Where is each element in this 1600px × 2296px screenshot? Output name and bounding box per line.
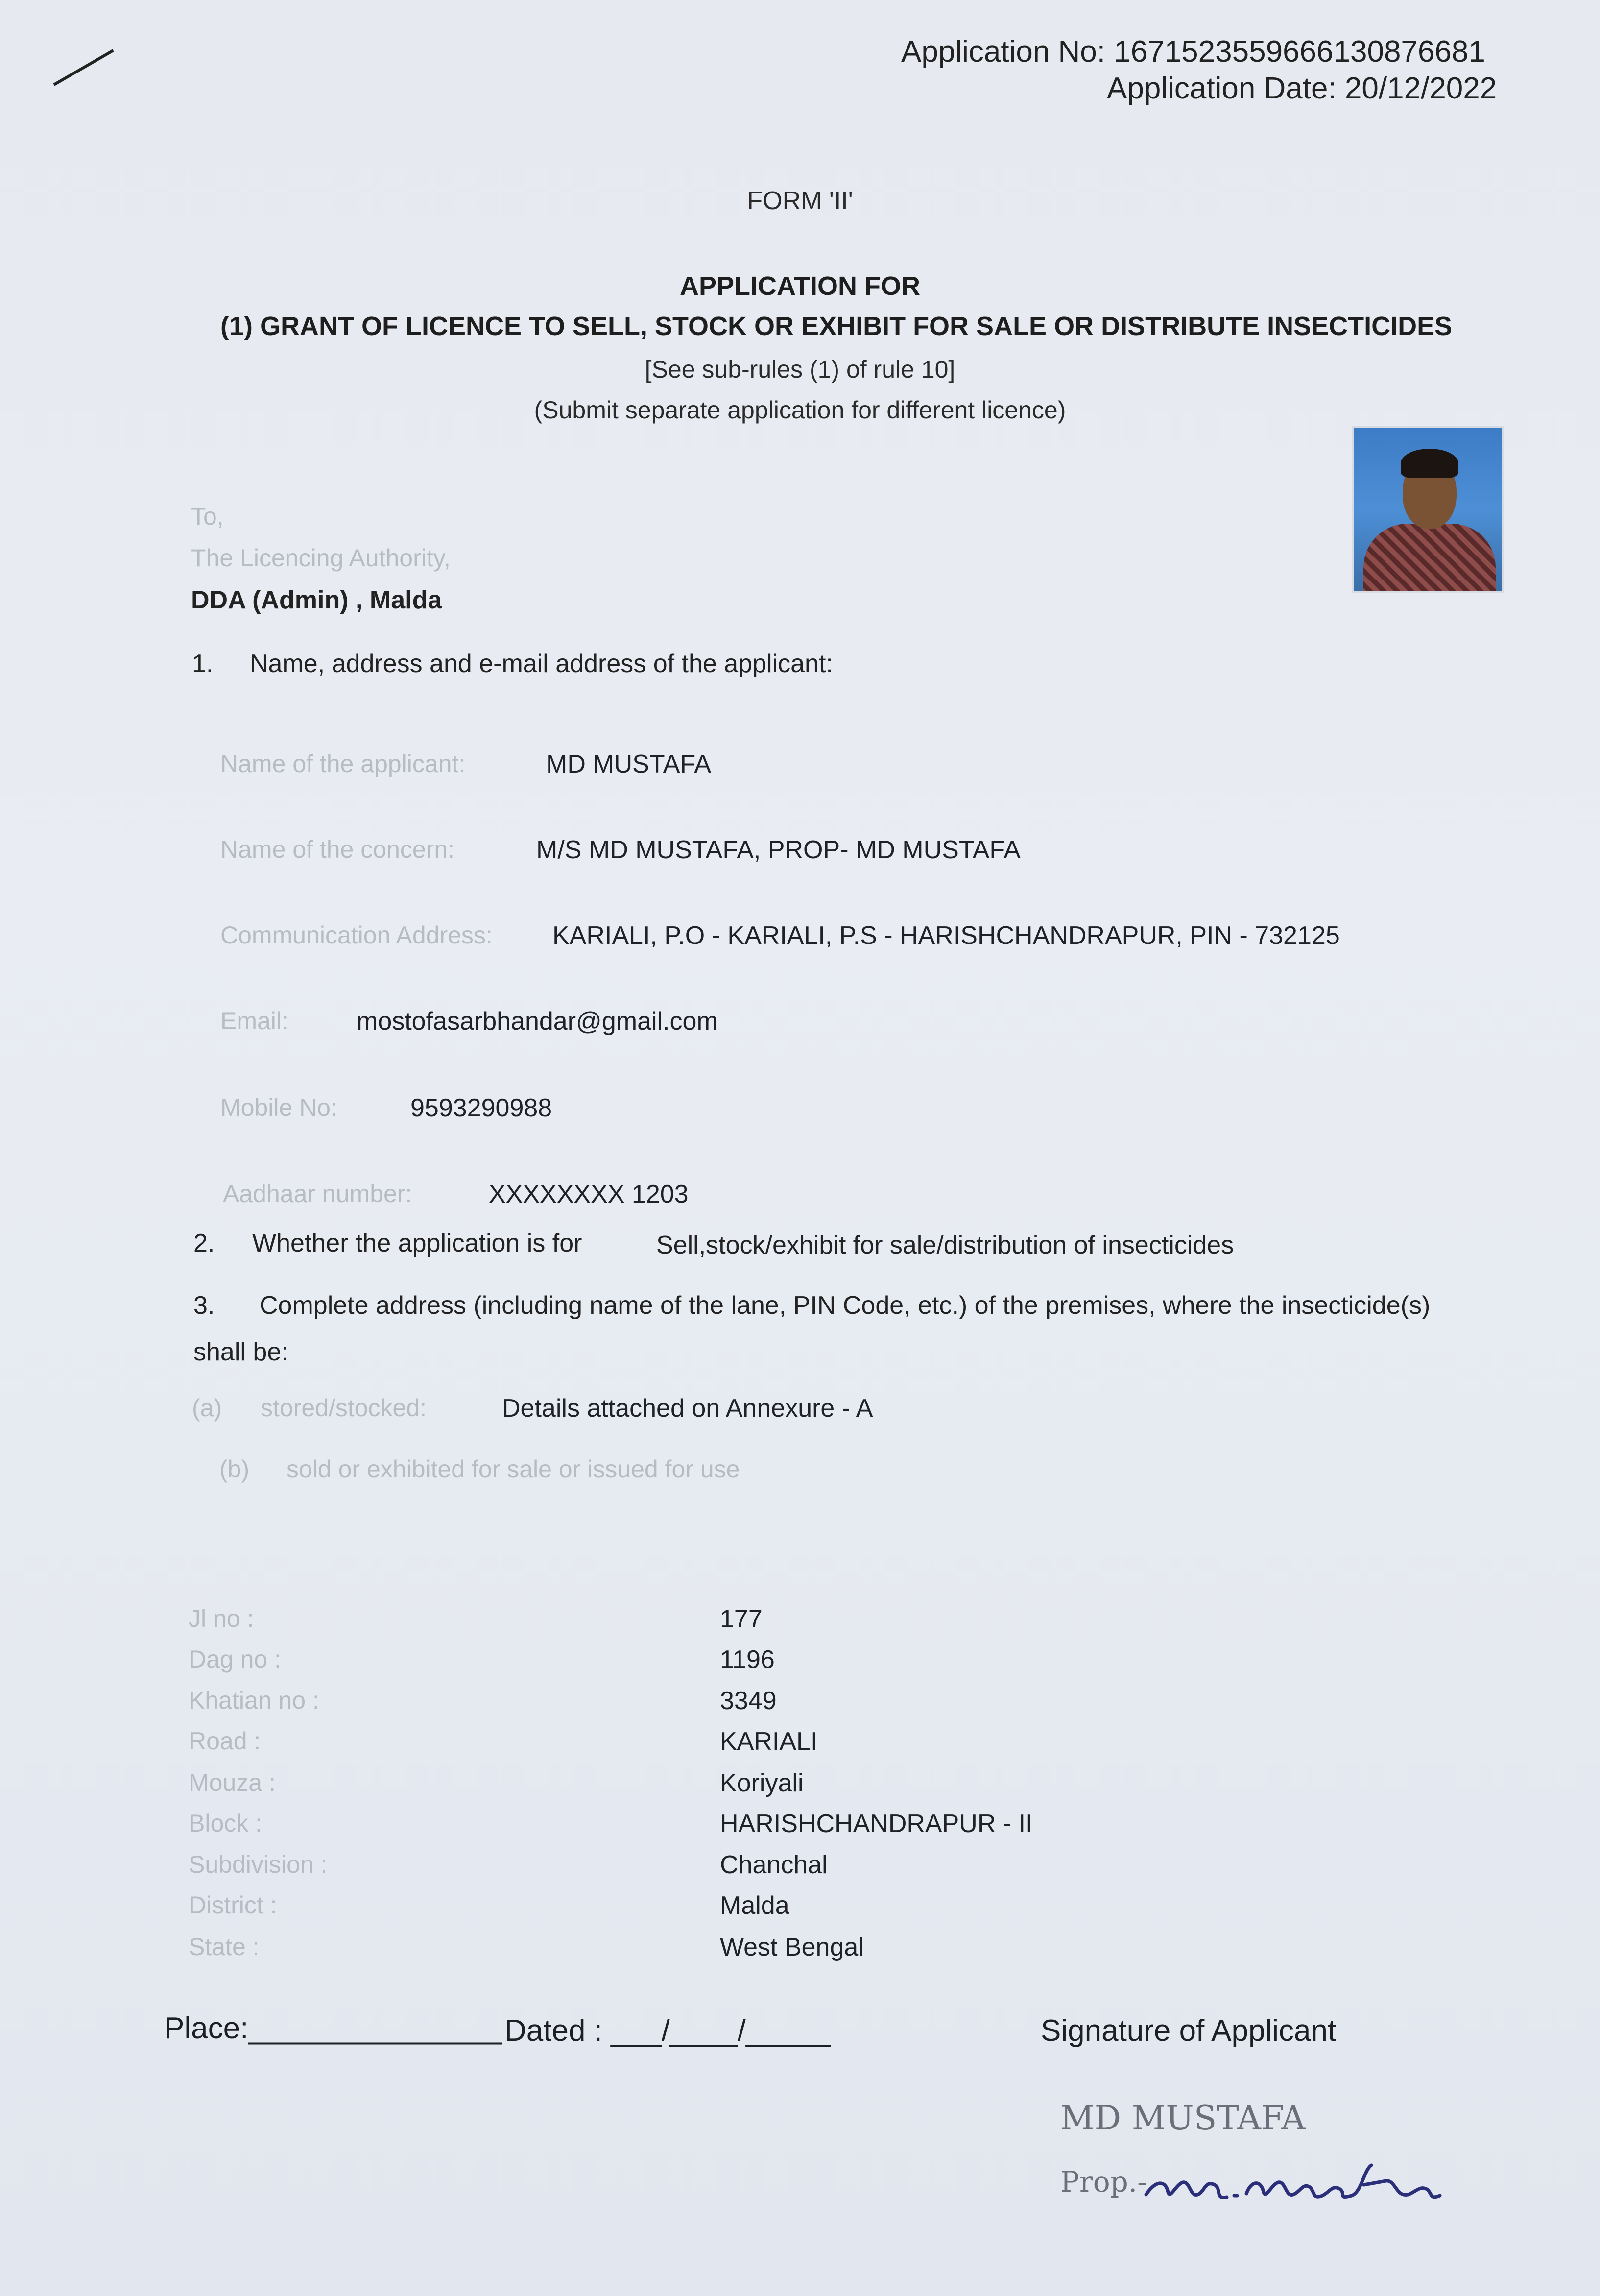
address-label: Communication Address: xyxy=(220,921,493,949)
khatian-no-value: 3349 xyxy=(720,1687,777,1715)
khatian-no-label: Khatian no : xyxy=(189,1687,319,1714)
block-label: Block : xyxy=(189,1810,263,1837)
form-rule: [See sub-rules (1) of rule 10] xyxy=(645,356,955,383)
section3-number: 3. xyxy=(193,1291,215,1320)
email-label: Email: xyxy=(220,1007,288,1035)
concern-name-value: M/S MD MUSTAFA, PROP- MD MUSTAFA xyxy=(536,836,1021,864)
district-label: District : xyxy=(189,1891,277,1919)
addressee-to: To, xyxy=(191,503,224,530)
applicant-name-value: MD MUSTAFA xyxy=(546,750,712,778)
aadhaar-label: Aadhaar number: xyxy=(223,1180,412,1208)
subdivision-label: Subdivision : xyxy=(189,1851,328,1878)
addressee-authority: The Licencing Authority, xyxy=(191,544,451,572)
applicant-photo xyxy=(1352,426,1504,593)
application-number: Application No: 1671523559666130876681 xyxy=(901,35,1485,69)
addressee-office: DDA (Admin) , Malda xyxy=(191,586,442,614)
road-label: Road : xyxy=(189,1727,261,1755)
email-value: mostofasarbhandar@gmail.com xyxy=(357,1007,718,1036)
district-value: Malda xyxy=(720,1891,789,1920)
dag-no-value: 1196 xyxy=(720,1645,775,1674)
jl-no-value: 177 xyxy=(720,1605,763,1633)
photo-shirt xyxy=(1363,524,1496,593)
form-title: APPLICATION FOR xyxy=(680,271,920,301)
dag-no-label: Dag no : xyxy=(189,1645,282,1673)
mobile-label: Mobile No: xyxy=(220,1094,337,1121)
form-name: FORM 'II' xyxy=(747,187,853,215)
section2-text: Whether the application is for xyxy=(252,1229,582,1257)
section3-b-label: (b) xyxy=(219,1455,250,1483)
section1-number: 1. xyxy=(192,650,214,678)
section3-text2: shall be: xyxy=(193,1338,288,1366)
mouza-value: Koriyali xyxy=(720,1769,804,1797)
mouza-label: Mouza : xyxy=(189,1769,276,1796)
block-value: HARISHCHANDRAPUR - II xyxy=(720,1810,1033,1838)
applicant-name-label: Name of the applicant: xyxy=(220,750,466,777)
handwritten-signature xyxy=(1141,2151,1459,2219)
section3-a-text: stored/stocked: xyxy=(261,1394,427,1422)
state-value: West Bengal xyxy=(720,1933,864,1961)
pen-mark xyxy=(53,49,114,86)
section3-a-label: (a) xyxy=(192,1394,222,1422)
jl-no-label: Jl no : xyxy=(189,1605,254,1632)
mobile-value: 9593290988 xyxy=(410,1094,552,1122)
form-subtitle: (1) GRANT OF LICENCE TO SELL, STOCK OR EXHIBIT FOR SALE OR DISTRIBUTE INSECTICIDES xyxy=(220,312,1453,341)
stamp-prop: Prop.- xyxy=(1060,2165,1147,2199)
application-date: Application Date: 20/12/2022 xyxy=(1107,72,1497,105)
aadhaar-value: XXXXXXXX 1203 xyxy=(489,1180,689,1208)
concern-name-label: Name of the concern: xyxy=(220,836,455,863)
address-value: KARIALI, P.O - KARIALI, P.S - HARISHCHANDRAPUR, PIN - 732125 xyxy=(552,921,1340,950)
stamp-name: MD MUSTAFA xyxy=(1060,2099,1306,2138)
road-value: KARIALI xyxy=(720,1727,818,1756)
subdivision-value: Chanchal xyxy=(720,1851,828,1879)
section3-b-text: sold or exhibited for sale or issued for use xyxy=(287,1455,740,1483)
form-note: (Submit separate application for different licence) xyxy=(534,396,1066,424)
signature-label: Signature of Applicant xyxy=(1041,2014,1337,2048)
section3-a-value: Details attached on Annexure - A xyxy=(502,1394,873,1423)
state-label: State : xyxy=(189,1933,260,1960)
section2-number: 2. xyxy=(193,1229,215,1257)
photo-hair xyxy=(1401,449,1458,478)
section2-value: Sell,stock/exhibit for sale/distribution of insecticides xyxy=(656,1231,1234,1259)
place-field: Place:_______________ xyxy=(164,2011,502,2045)
section1-text: Name, address and e-mail address of the applicant: xyxy=(250,650,833,678)
dated-field: Dated : ___/____/_____ xyxy=(504,2014,831,2048)
section3-text: Complete address (including name of the lane, PIN Code, etc.) of the premises, where the insecticide(s) xyxy=(260,1291,1431,1320)
